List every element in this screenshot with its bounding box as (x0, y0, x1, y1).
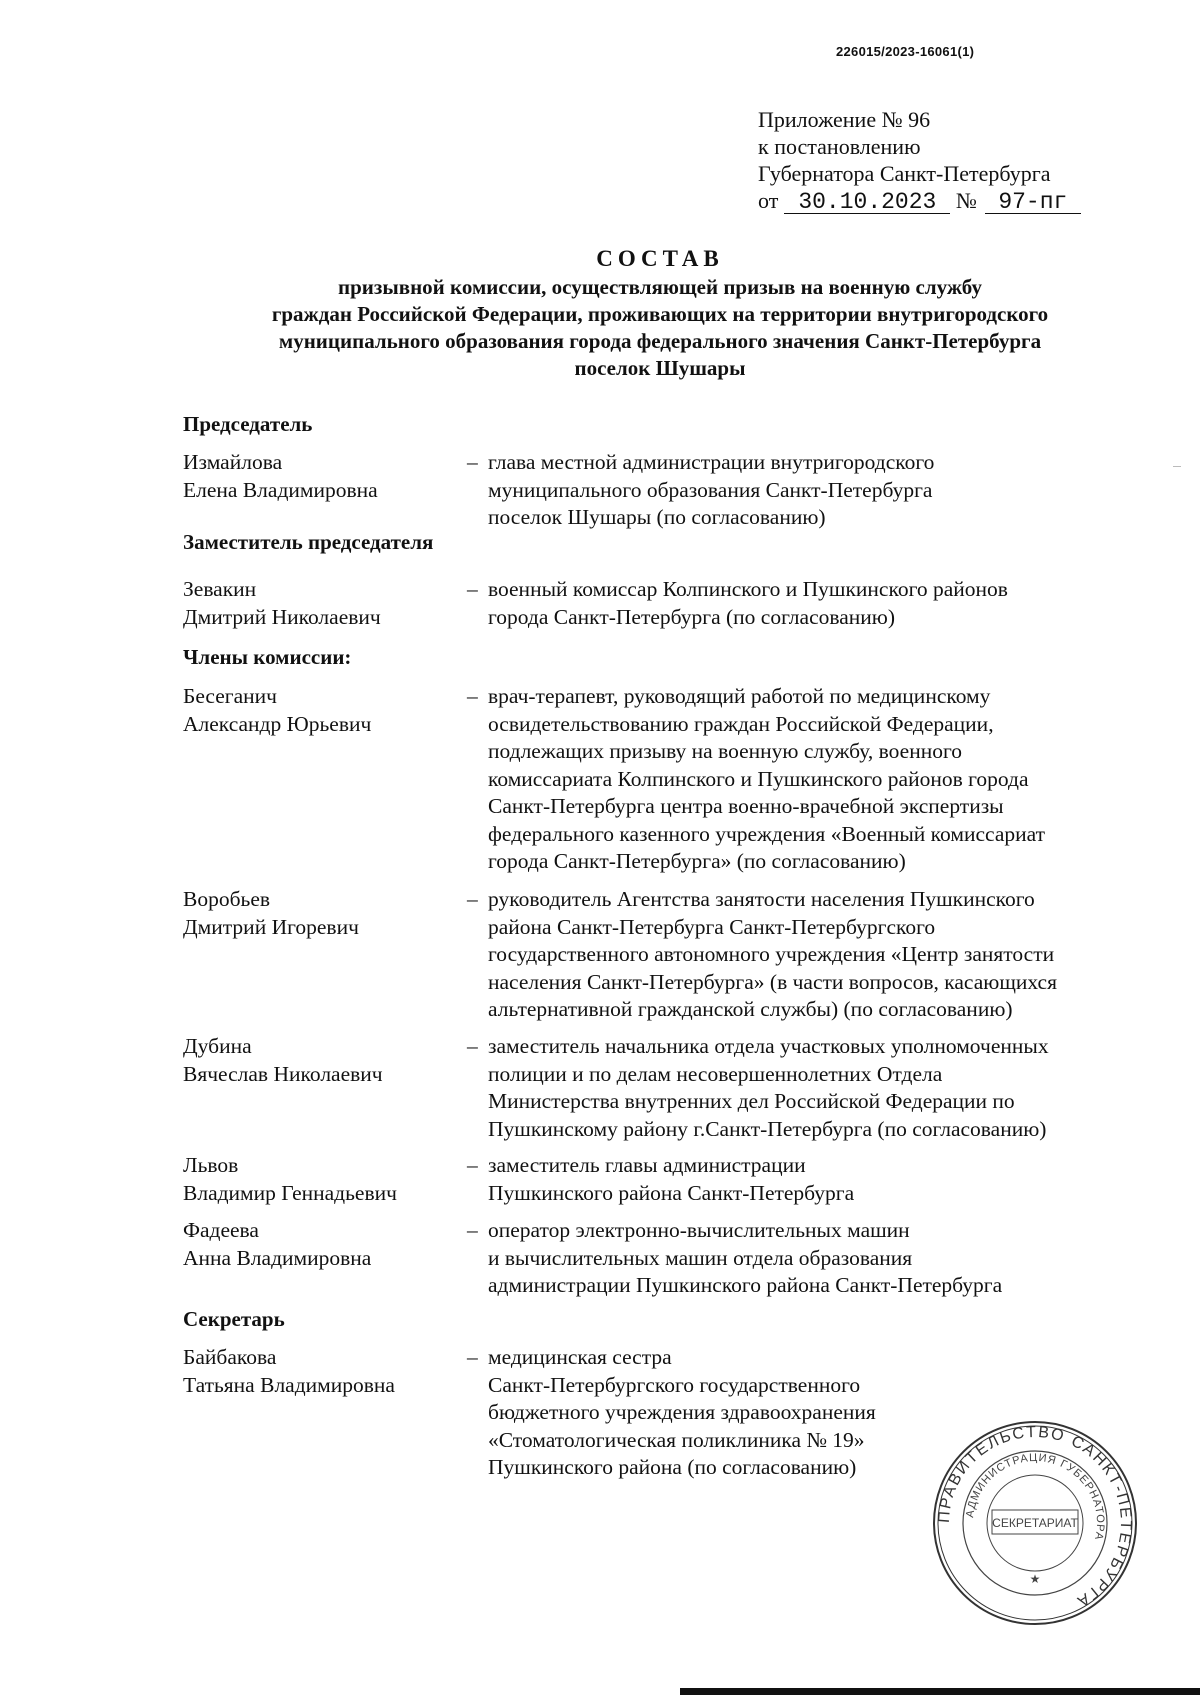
appendix-block (758, 106, 1081, 214)
appendix-number-sign: № (955, 188, 977, 213)
position-line: глава местной администрации внутригородского (488, 450, 935, 474)
person-name (183, 1152, 463, 1207)
appendix-resolution-number: 97-пг (985, 191, 1081, 214)
position-line: района Санкт-Петербурга Санкт-Петербургского (488, 914, 936, 939)
person-name (183, 1033, 463, 1088)
position-line: государственного автономного учреждения «Центр занятости (488, 942, 1055, 966)
position-line: администрации Пушкинского района Санкт-Петербурга (488, 1273, 1003, 1297)
title-line-3: муниципального образования города федерального значения Санкт-Петербурга (278, 329, 1042, 353)
official-seal-stamp (930, 1418, 1140, 1628)
person-position (488, 449, 1148, 532)
person-given-names: Александр Юрьевич (183, 711, 372, 736)
person-given-names: Татьяна Владимировна (183, 1372, 395, 1397)
person-given-names: Анна Владимировна (183, 1245, 372, 1270)
person-surname: Львов (183, 1153, 239, 1177)
person-surname: Фадеева (183, 1218, 259, 1242)
person-surname: Зевакин (183, 577, 257, 601)
appendix-number: Приложение № 96 (758, 107, 931, 132)
person-position (488, 886, 1148, 1024)
position-line: подлежащих призыву на военную службу, военного (488, 739, 962, 763)
scan-edge-line (680, 1688, 1200, 1695)
person-given-names: Елена Владимировна (183, 477, 378, 502)
dash-separator: – (467, 1034, 478, 1058)
section-secretary: Секретарь (183, 1307, 285, 1331)
dash-separator: – (467, 684, 478, 708)
position-line: бюджетного учреждения здравоохранения (488, 1400, 876, 1424)
dash-separator: – (467, 1345, 478, 1369)
position-line: Пушкинскому району г.Санкт-Петербурга (по согласованию) (488, 1116, 1047, 1141)
person-name (183, 886, 463, 941)
person-position (488, 576, 1148, 631)
person-name (183, 449, 463, 504)
position-line: руководитель Агентства занятости населения Пушкинского (488, 887, 1035, 911)
person-position (488, 683, 1148, 876)
dash-separator: – (467, 450, 478, 474)
appendix-date: 30.10.2023 (784, 191, 950, 214)
position-line: Санкт-Петербурга центра военно-врачебной экспертизы (488, 794, 1004, 818)
person-position (488, 1217, 1148, 1300)
dash-separator: – (467, 577, 478, 601)
stamp-star-icon: ★ (1029, 1572, 1041, 1586)
person-position (488, 1152, 1148, 1207)
position-line: Министерства внутренних дел Российской Федерации по (488, 1089, 1015, 1113)
appendix-issuer: Губернатора Санкт-Петербурга (758, 161, 1051, 186)
position-line: военный комиссар Колпинского и Пушкинского районов (488, 577, 1008, 601)
appendix-date-line (758, 187, 1081, 214)
document-registration-number: 226015/2023-16061(1) (836, 44, 975, 59)
position-line: Пушкинского района (по согласованию) (488, 1455, 857, 1479)
person-given-names: Дмитрий Николаевич (183, 604, 381, 629)
stamp-inner-text-path: АДМИНИСТРАЦИЯ ГУБЕРНАТОРА (964, 1451, 1107, 1542)
position-line: населения Санкт-Петербурга» (в части вопросов, касающихся (488, 969, 1057, 994)
appendix-to-resolution: к постановлению (758, 134, 921, 159)
position-line: города Санкт-Петербурга» (по согласованию) (488, 849, 906, 873)
title-line-1: призывной комиссии, осуществляющей призыв на военную службу (338, 275, 982, 299)
position-line: врач-терапевт, руководящий работой по медицинскому (488, 684, 991, 708)
position-line: Санкт-Петербургского государственного (488, 1372, 861, 1397)
position-line: города Санкт-Петербурга (по согласованию) (488, 604, 896, 629)
person-name (183, 1217, 463, 1272)
position-line: Пушкинского района Санкт-Петербурга (488, 1180, 855, 1205)
position-line: комиссариата Колпинского и Пушкинского районов города (488, 766, 1029, 791)
dash-separator: – (467, 1218, 478, 1242)
section-deputy-chair: Заместитель председателя (183, 530, 434, 554)
position-line: заместитель начальника отдела участковых уполномоченных (488, 1034, 1049, 1058)
title-line-2: граждан Российской Федерации, проживающих на территории внутригородского (271, 302, 1049, 326)
section-members: Члены комиссии: (183, 645, 352, 669)
person-surname: Воробьев (183, 887, 271, 911)
person-name (183, 683, 463, 738)
position-line: альтернативной гражданской службы) (по согласованию) (488, 997, 1013, 1021)
stamp-outer-text: ПРАВИТЕЛЬСТВО САНКТ-ПЕТЕРБУРГА (935, 1423, 1135, 1611)
position-line: медицинская сестра (488, 1345, 672, 1369)
person-given-names: Вячеслав Николаевич (183, 1061, 383, 1086)
position-line: оператор электронно-вычислительных машин (488, 1218, 910, 1242)
position-line: муниципального образования Санкт-Петербурга (488, 477, 933, 502)
position-line: «Стоматологическая поликлиника № 19» (488, 1427, 865, 1452)
section-chair: Председатель (183, 412, 313, 436)
position-line: полиции и по делам несовершеннолетних Отдела (488, 1061, 943, 1086)
position-line: и вычислительных машин отдела образования (488, 1245, 913, 1270)
stamp-center-text: СЕКРЕТАРИАТ (992, 1516, 1078, 1530)
dash-separator: – (467, 887, 478, 911)
position-line: заместитель главы администрации (488, 1153, 806, 1177)
position-line: освидетельствованию граждан Российской Федерации, (488, 711, 994, 736)
person-position (488, 1033, 1148, 1143)
title-word: СОСТАВ (596, 246, 724, 271)
person-surname: Бесеганич (183, 684, 277, 708)
person-surname: Байбакова (183, 1345, 277, 1369)
person-name (183, 1344, 463, 1399)
person-surname: Измайлова (183, 450, 283, 474)
person-name (183, 576, 463, 631)
scan-edge-mark (1173, 466, 1181, 467)
document-title (160, 244, 1160, 382)
appendix-date-prefix: от (758, 188, 779, 213)
person-given-names: Дмитрий Игоревич (183, 914, 359, 939)
dash-separator: – (467, 1153, 478, 1177)
person-given-names: Владимир Геннадьевич (183, 1180, 397, 1205)
position-line: поселок Шушары (по согласованию) (488, 505, 826, 529)
person-surname: Дубина (183, 1034, 252, 1058)
title-line-4: поселок Шушары (574, 356, 746, 380)
position-line: федерального казенного учреждения «Военный комиссариат (488, 821, 1046, 846)
